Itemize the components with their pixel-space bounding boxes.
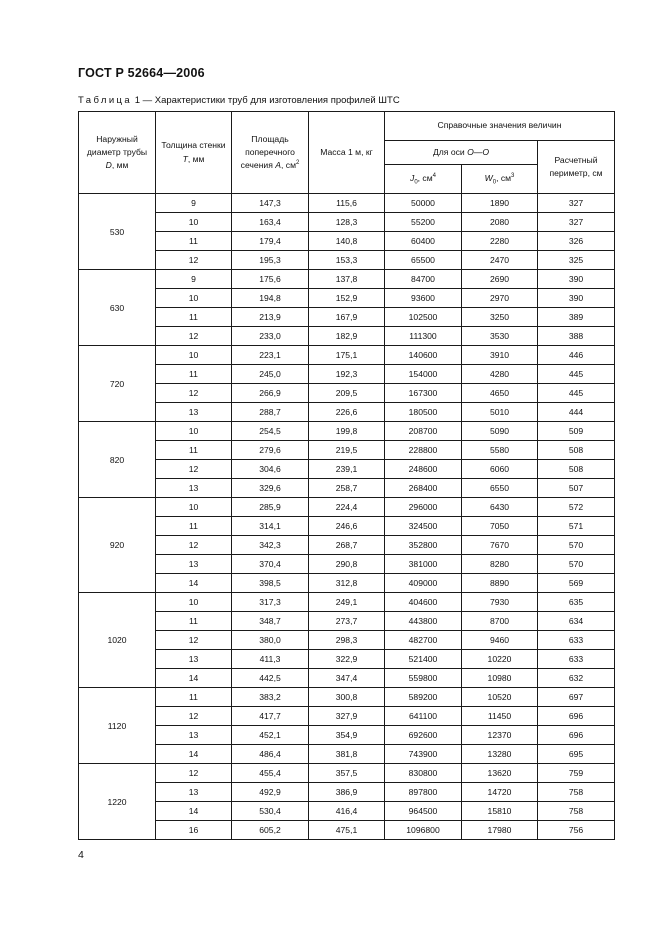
modulus-cell: 2280 <box>462 232 538 251</box>
modulus-cell: 13620 <box>462 764 538 783</box>
area-cell: 254,5 <box>232 422 309 441</box>
inertia-cell: 60400 <box>385 232 462 251</box>
area-cell: 383,2 <box>232 688 309 707</box>
area-cell: 530,4 <box>232 802 309 821</box>
header-axis <box>385 141 538 165</box>
area-cell: 417,7 <box>232 707 309 726</box>
diameter-cell: 1020 <box>79 593 156 688</box>
modulus-cell: 7670 <box>462 536 538 555</box>
perimeter-cell: 697 <box>538 688 615 707</box>
perimeter-cell: 390 <box>538 289 615 308</box>
thickness-cell: 12 <box>156 251 232 270</box>
header-j-subscript: 0 <box>414 180 418 187</box>
mass-cell: 224,4 <box>309 498 385 517</box>
modulus-cell: 2970 <box>462 289 538 308</box>
header-perimeter-line2: периметр, см <box>549 168 603 178</box>
header-area-line3: сечения <box>240 160 276 171</box>
inertia-cell: 167300 <box>385 384 462 403</box>
header-j-unit: , см <box>417 173 433 184</box>
thickness-cell: 14 <box>156 802 232 821</box>
table-row <box>79 327 615 346</box>
header-area-symbol: A <box>275 160 282 171</box>
inertia-cell: 521400 <box>385 650 462 669</box>
area-cell: 348,7 <box>232 612 309 631</box>
header-diameter <box>79 112 156 194</box>
perimeter-cell: 635 <box>538 593 615 612</box>
perimeter-cell: 389 <box>538 308 615 327</box>
perimeter-cell: 696 <box>538 726 615 745</box>
area-cell: 195,3 <box>232 251 309 270</box>
modulus-cell: 5010 <box>462 403 538 422</box>
area-cell: 233,0 <box>232 327 309 346</box>
area-cell: 380,0 <box>232 631 309 650</box>
perimeter-cell: 571 <box>538 517 615 536</box>
inertia-cell: 830800 <box>385 764 462 783</box>
header-thickness <box>156 112 232 194</box>
mass-cell: 416,4 <box>309 802 385 821</box>
inertia-cell: 589200 <box>385 688 462 707</box>
inertia-cell: 964500 <box>385 802 462 821</box>
thickness-cell: 11 <box>156 517 232 536</box>
mass-cell: 192,3 <box>309 365 385 384</box>
area-cell: 279,6 <box>232 441 309 460</box>
header-area-exponent: 2 <box>296 160 300 167</box>
table-body <box>79 194 615 840</box>
perimeter-cell: 327 <box>538 194 615 213</box>
thickness-cell: 11 <box>156 612 232 631</box>
mass-cell: 327,9 <box>309 707 385 726</box>
area-cell: 317,3 <box>232 593 309 612</box>
header-reference: Справочные значения величин <box>385 112 615 141</box>
modulus-cell: 8890 <box>462 574 538 593</box>
inertia-cell: 93600 <box>385 289 462 308</box>
perimeter-cell: 569 <box>538 574 615 593</box>
thickness-cell: 12 <box>156 631 232 650</box>
thickness-cell: 10 <box>156 422 232 441</box>
table-row <box>79 555 615 574</box>
table-row <box>79 194 615 213</box>
modulus-cell: 2470 <box>462 251 538 270</box>
inertia-cell: 228800 <box>385 441 462 460</box>
header-w <box>462 165 538 194</box>
inertia-cell: 268400 <box>385 479 462 498</box>
perimeter-cell: 508 <box>538 460 615 479</box>
modulus-cell: 8280 <box>462 555 538 574</box>
area-cell: 370,4 <box>232 555 309 574</box>
modulus-cell: 4650 <box>462 384 538 403</box>
mass-cell: 182,9 <box>309 327 385 346</box>
area-cell: 147,3 <box>232 194 309 213</box>
area-cell: 179,4 <box>232 232 309 251</box>
table-row <box>79 669 615 688</box>
modulus-cell: 10980 <box>462 669 538 688</box>
header-area-line1: Площадь <box>251 133 289 144</box>
perimeter-cell: 634 <box>538 612 615 631</box>
modulus-cell: 13280 <box>462 745 538 764</box>
table-caption-prefix: Таблица <box>78 95 133 106</box>
modulus-cell: 6430 <box>462 498 538 517</box>
inertia-cell: 154000 <box>385 365 462 384</box>
diameter-cell: 630 <box>79 270 156 346</box>
header-perimeter <box>538 141 615 194</box>
perimeter-cell: 572 <box>538 498 615 517</box>
perimeter-cell: 388 <box>538 327 615 346</box>
mass-cell: 137,8 <box>309 270 385 289</box>
table-row <box>79 783 615 802</box>
inertia-cell: 111300 <box>385 327 462 346</box>
mass-cell: 354,9 <box>309 726 385 745</box>
thickness-cell: 9 <box>156 270 232 289</box>
modulus-cell: 2690 <box>462 270 538 289</box>
table-row <box>79 821 615 840</box>
perimeter-cell: 759 <box>538 764 615 783</box>
area-cell: 411,3 <box>232 650 309 669</box>
header-diameter-line1: Наружный <box>96 133 138 144</box>
mass-cell: 140,8 <box>309 232 385 251</box>
table-row <box>79 536 615 555</box>
area-cell: 486,4 <box>232 745 309 764</box>
table-row <box>79 726 615 745</box>
table-row <box>79 707 615 726</box>
inertia-cell: 65500 <box>385 251 462 270</box>
mass-cell: 475,1 <box>309 821 385 840</box>
mass-cell: 128,3 <box>309 213 385 232</box>
modulus-cell: 14720 <box>462 783 538 802</box>
table-row <box>79 422 615 441</box>
area-cell: 288,7 <box>232 403 309 422</box>
table-row <box>79 498 615 517</box>
thickness-cell: 12 <box>156 707 232 726</box>
mass-cell: 381,8 <box>309 745 385 764</box>
inertia-cell: 50000 <box>385 194 462 213</box>
table-row <box>79 213 615 232</box>
modulus-cell: 12370 <box>462 726 538 745</box>
inertia-cell: 559800 <box>385 669 462 688</box>
header-diameter-unit: , мм <box>111 160 129 171</box>
thickness-cell: 12 <box>156 460 232 479</box>
header-thickness-unit: , мм <box>187 153 205 164</box>
inertia-cell: 248600 <box>385 460 462 479</box>
table-row <box>79 346 615 365</box>
table-caption <box>78 95 400 106</box>
table-row <box>79 308 615 327</box>
perimeter-cell: 444 <box>538 403 615 422</box>
inertia-cell: 55200 <box>385 213 462 232</box>
header-axis-prefix: Для оси <box>432 146 468 157</box>
table-row <box>79 441 615 460</box>
header-area-line2: поперечного <box>245 146 295 157</box>
area-cell: 194,8 <box>232 289 309 308</box>
header-j-exponent: 4 <box>432 173 436 180</box>
thickness-cell: 11 <box>156 441 232 460</box>
mass-cell: 290,8 <box>309 555 385 574</box>
header-axis-name: О—О <box>467 146 490 157</box>
thickness-cell: 10 <box>156 289 232 308</box>
inertia-cell: 692600 <box>385 726 462 745</box>
inertia-cell: 381000 <box>385 555 462 574</box>
inertia-cell: 324500 <box>385 517 462 536</box>
table-row <box>79 593 615 612</box>
page-number: 4 <box>78 849 84 861</box>
perimeter-cell: 632 <box>538 669 615 688</box>
area-cell: 398,5 <box>232 574 309 593</box>
inertia-cell: 743900 <box>385 745 462 764</box>
perimeter-cell: 633 <box>538 650 615 669</box>
area-cell: 266,9 <box>232 384 309 403</box>
header-row-1 <box>79 112 615 141</box>
inertia-cell: 443800 <box>385 612 462 631</box>
mass-cell: 219,5 <box>309 441 385 460</box>
area-cell: 342,3 <box>232 536 309 555</box>
document-title: ГОСТ Р 52664—2006 <box>78 66 205 80</box>
header-diameter-line2: диаметр трубы <box>86 146 148 157</box>
perimeter-cell: 570 <box>538 555 615 574</box>
mass-cell: 239,1 <box>309 460 385 479</box>
diameter-cell: 720 <box>79 346 156 422</box>
inertia-cell: 102500 <box>385 308 462 327</box>
inertia-cell: 641100 <box>385 707 462 726</box>
perimeter-cell: 327 <box>538 213 615 232</box>
thickness-cell: 10 <box>156 346 232 365</box>
thickness-cell: 13 <box>156 726 232 745</box>
diameter-cell: 820 <box>79 422 156 498</box>
perimeter-cell: 445 <box>538 365 615 384</box>
header-thickness-line1: Толщина стенки <box>161 140 226 151</box>
header-j <box>385 165 462 194</box>
pipe-characteristics-table <box>78 111 615 840</box>
thickness-cell: 14 <box>156 745 232 764</box>
inertia-cell: 404600 <box>385 593 462 612</box>
area-cell: 245,0 <box>232 365 309 384</box>
thickness-cell: 10 <box>156 498 232 517</box>
header-w-symbol: W <box>484 173 493 184</box>
table-row <box>79 460 615 479</box>
area-cell: 442,5 <box>232 669 309 688</box>
mass-cell: 153,3 <box>309 251 385 270</box>
modulus-cell: 6060 <box>462 460 538 479</box>
perimeter-cell: 696 <box>538 707 615 726</box>
mass-cell: 268,7 <box>309 536 385 555</box>
area-cell: 492,9 <box>232 783 309 802</box>
inertia-cell: 84700 <box>385 270 462 289</box>
modulus-cell: 3910 <box>462 346 538 365</box>
mass-cell: 357,5 <box>309 764 385 783</box>
area-cell: 605,2 <box>232 821 309 840</box>
modulus-cell: 2080 <box>462 213 538 232</box>
table-caption-text: — Характеристики труб для изготовления профилей ШТС <box>140 95 400 106</box>
area-cell: 175,6 <box>232 270 309 289</box>
modulus-cell: 8700 <box>462 612 538 631</box>
thickness-cell: 13 <box>156 650 232 669</box>
mass-cell: 199,8 <box>309 422 385 441</box>
modulus-cell: 10520 <box>462 688 538 707</box>
modulus-cell: 10220 <box>462 650 538 669</box>
table-row <box>79 289 615 308</box>
perimeter-cell: 508 <box>538 441 615 460</box>
area-cell: 163,4 <box>232 213 309 232</box>
table-row <box>79 631 615 650</box>
table-row <box>79 574 615 593</box>
thickness-cell: 11 <box>156 365 232 384</box>
perimeter-cell: 445 <box>538 384 615 403</box>
thickness-cell: 13 <box>156 479 232 498</box>
header-area <box>232 112 309 194</box>
perimeter-cell: 325 <box>538 251 615 270</box>
modulus-cell: 5090 <box>462 422 538 441</box>
mass-cell: 312,8 <box>309 574 385 593</box>
inertia-cell: 1096800 <box>385 821 462 840</box>
modulus-cell: 11450 <box>462 707 538 726</box>
diameter-cell: 1120 <box>79 688 156 764</box>
modulus-cell: 6550 <box>462 479 538 498</box>
table-row <box>79 764 615 783</box>
mass-cell: 226,6 <box>309 403 385 422</box>
table-row <box>79 479 615 498</box>
modulus-cell: 17980 <box>462 821 538 840</box>
inertia-cell: 208700 <box>385 422 462 441</box>
header-diameter-symbol: D <box>105 160 112 171</box>
table-row <box>79 612 615 631</box>
modulus-cell: 5580 <box>462 441 538 460</box>
table-row <box>79 384 615 403</box>
modulus-cell: 4280 <box>462 365 538 384</box>
thickness-cell: 13 <box>156 403 232 422</box>
perimeter-cell: 758 <box>538 802 615 821</box>
perimeter-cell: 509 <box>538 422 615 441</box>
mass-cell: 300,8 <box>309 688 385 707</box>
table-row <box>79 517 615 536</box>
perimeter-cell: 758 <box>538 783 615 802</box>
mass-cell: 258,7 <box>309 479 385 498</box>
thickness-cell: 10 <box>156 213 232 232</box>
table-row <box>79 802 615 821</box>
table-row <box>79 650 615 669</box>
header-j-symbol: J <box>410 173 415 184</box>
perimeter-cell: 633 <box>538 631 615 650</box>
thickness-cell: 12 <box>156 536 232 555</box>
inertia-cell: 352800 <box>385 536 462 555</box>
diameter-cell: 920 <box>79 498 156 593</box>
thickness-cell: 12 <box>156 384 232 403</box>
diameter-cell: 530 <box>79 194 156 270</box>
modulus-cell: 9460 <box>462 631 538 650</box>
header-w-exponent: 3 <box>511 173 515 180</box>
mass-cell: 249,1 <box>309 593 385 612</box>
thickness-cell: 12 <box>156 327 232 346</box>
modulus-cell: 3530 <box>462 327 538 346</box>
modulus-cell: 7050 <box>462 517 538 536</box>
modulus-cell: 1890 <box>462 194 538 213</box>
inertia-cell: 409000 <box>385 574 462 593</box>
perimeter-cell: 390 <box>538 270 615 289</box>
mass-cell: 298,3 <box>309 631 385 650</box>
thickness-cell: 9 <box>156 194 232 213</box>
thickness-cell: 16 <box>156 821 232 840</box>
header-mass: Масса 1 м, кг <box>309 112 385 194</box>
area-cell: 304,6 <box>232 460 309 479</box>
mass-cell: 167,9 <box>309 308 385 327</box>
inertia-cell: 296000 <box>385 498 462 517</box>
inertia-cell: 180500 <box>385 403 462 422</box>
modulus-cell: 3250 <box>462 308 538 327</box>
area-cell: 223,1 <box>232 346 309 365</box>
header-w-subscript: 0 <box>492 180 497 187</box>
mass-cell: 347,4 <box>309 669 385 688</box>
area-cell: 455,4 <box>232 764 309 783</box>
perimeter-cell: 756 <box>538 821 615 840</box>
perimeter-cell: 570 <box>538 536 615 555</box>
mass-cell: 115,6 <box>309 194 385 213</box>
mass-cell: 273,7 <box>309 612 385 631</box>
mass-cell: 386,9 <box>309 783 385 802</box>
area-cell: 329,6 <box>232 479 309 498</box>
table-row <box>79 688 615 707</box>
diameter-cell: 1220 <box>79 764 156 840</box>
table-caption-number: 1 <box>134 95 140 106</box>
area-cell: 314,1 <box>232 517 309 536</box>
thickness-cell: 11 <box>156 308 232 327</box>
perimeter-cell: 326 <box>538 232 615 251</box>
area-cell: 452,1 <box>232 726 309 745</box>
table-row <box>79 232 615 251</box>
thickness-cell: 12 <box>156 764 232 783</box>
thickness-cell: 11 <box>156 232 232 251</box>
area-cell: 213,9 <box>232 308 309 327</box>
header-area-unit: , см <box>281 160 296 171</box>
thickness-cell: 13 <box>156 783 232 802</box>
thickness-cell: 14 <box>156 669 232 688</box>
thickness-cell: 10 <box>156 593 232 612</box>
inertia-cell: 897800 <box>385 783 462 802</box>
mass-cell: 175,1 <box>309 346 385 365</box>
thickness-cell: 11 <box>156 688 232 707</box>
perimeter-cell: 695 <box>538 745 615 764</box>
table-row <box>79 403 615 422</box>
inertia-cell: 140600 <box>385 346 462 365</box>
table-row <box>79 745 615 764</box>
header-w-unit: , см <box>496 173 512 184</box>
mass-cell: 246,6 <box>309 517 385 536</box>
modulus-cell: 15810 <box>462 802 538 821</box>
thickness-cell: 13 <box>156 555 232 574</box>
mass-cell: 152,9 <box>309 289 385 308</box>
mass-cell: 322,9 <box>309 650 385 669</box>
table-row <box>79 365 615 384</box>
perimeter-cell: 446 <box>538 346 615 365</box>
inertia-cell: 482700 <box>385 631 462 650</box>
perimeter-cell: 507 <box>538 479 615 498</box>
thickness-cell: 14 <box>156 574 232 593</box>
area-cell: 285,9 <box>232 498 309 517</box>
mass-cell: 209,5 <box>309 384 385 403</box>
table-row <box>79 270 615 289</box>
header-perimeter-line1: Расчетный <box>554 154 598 165</box>
header-thickness-symbol: T <box>182 153 188 164</box>
table-row <box>79 251 615 270</box>
modulus-cell: 7930 <box>462 593 538 612</box>
